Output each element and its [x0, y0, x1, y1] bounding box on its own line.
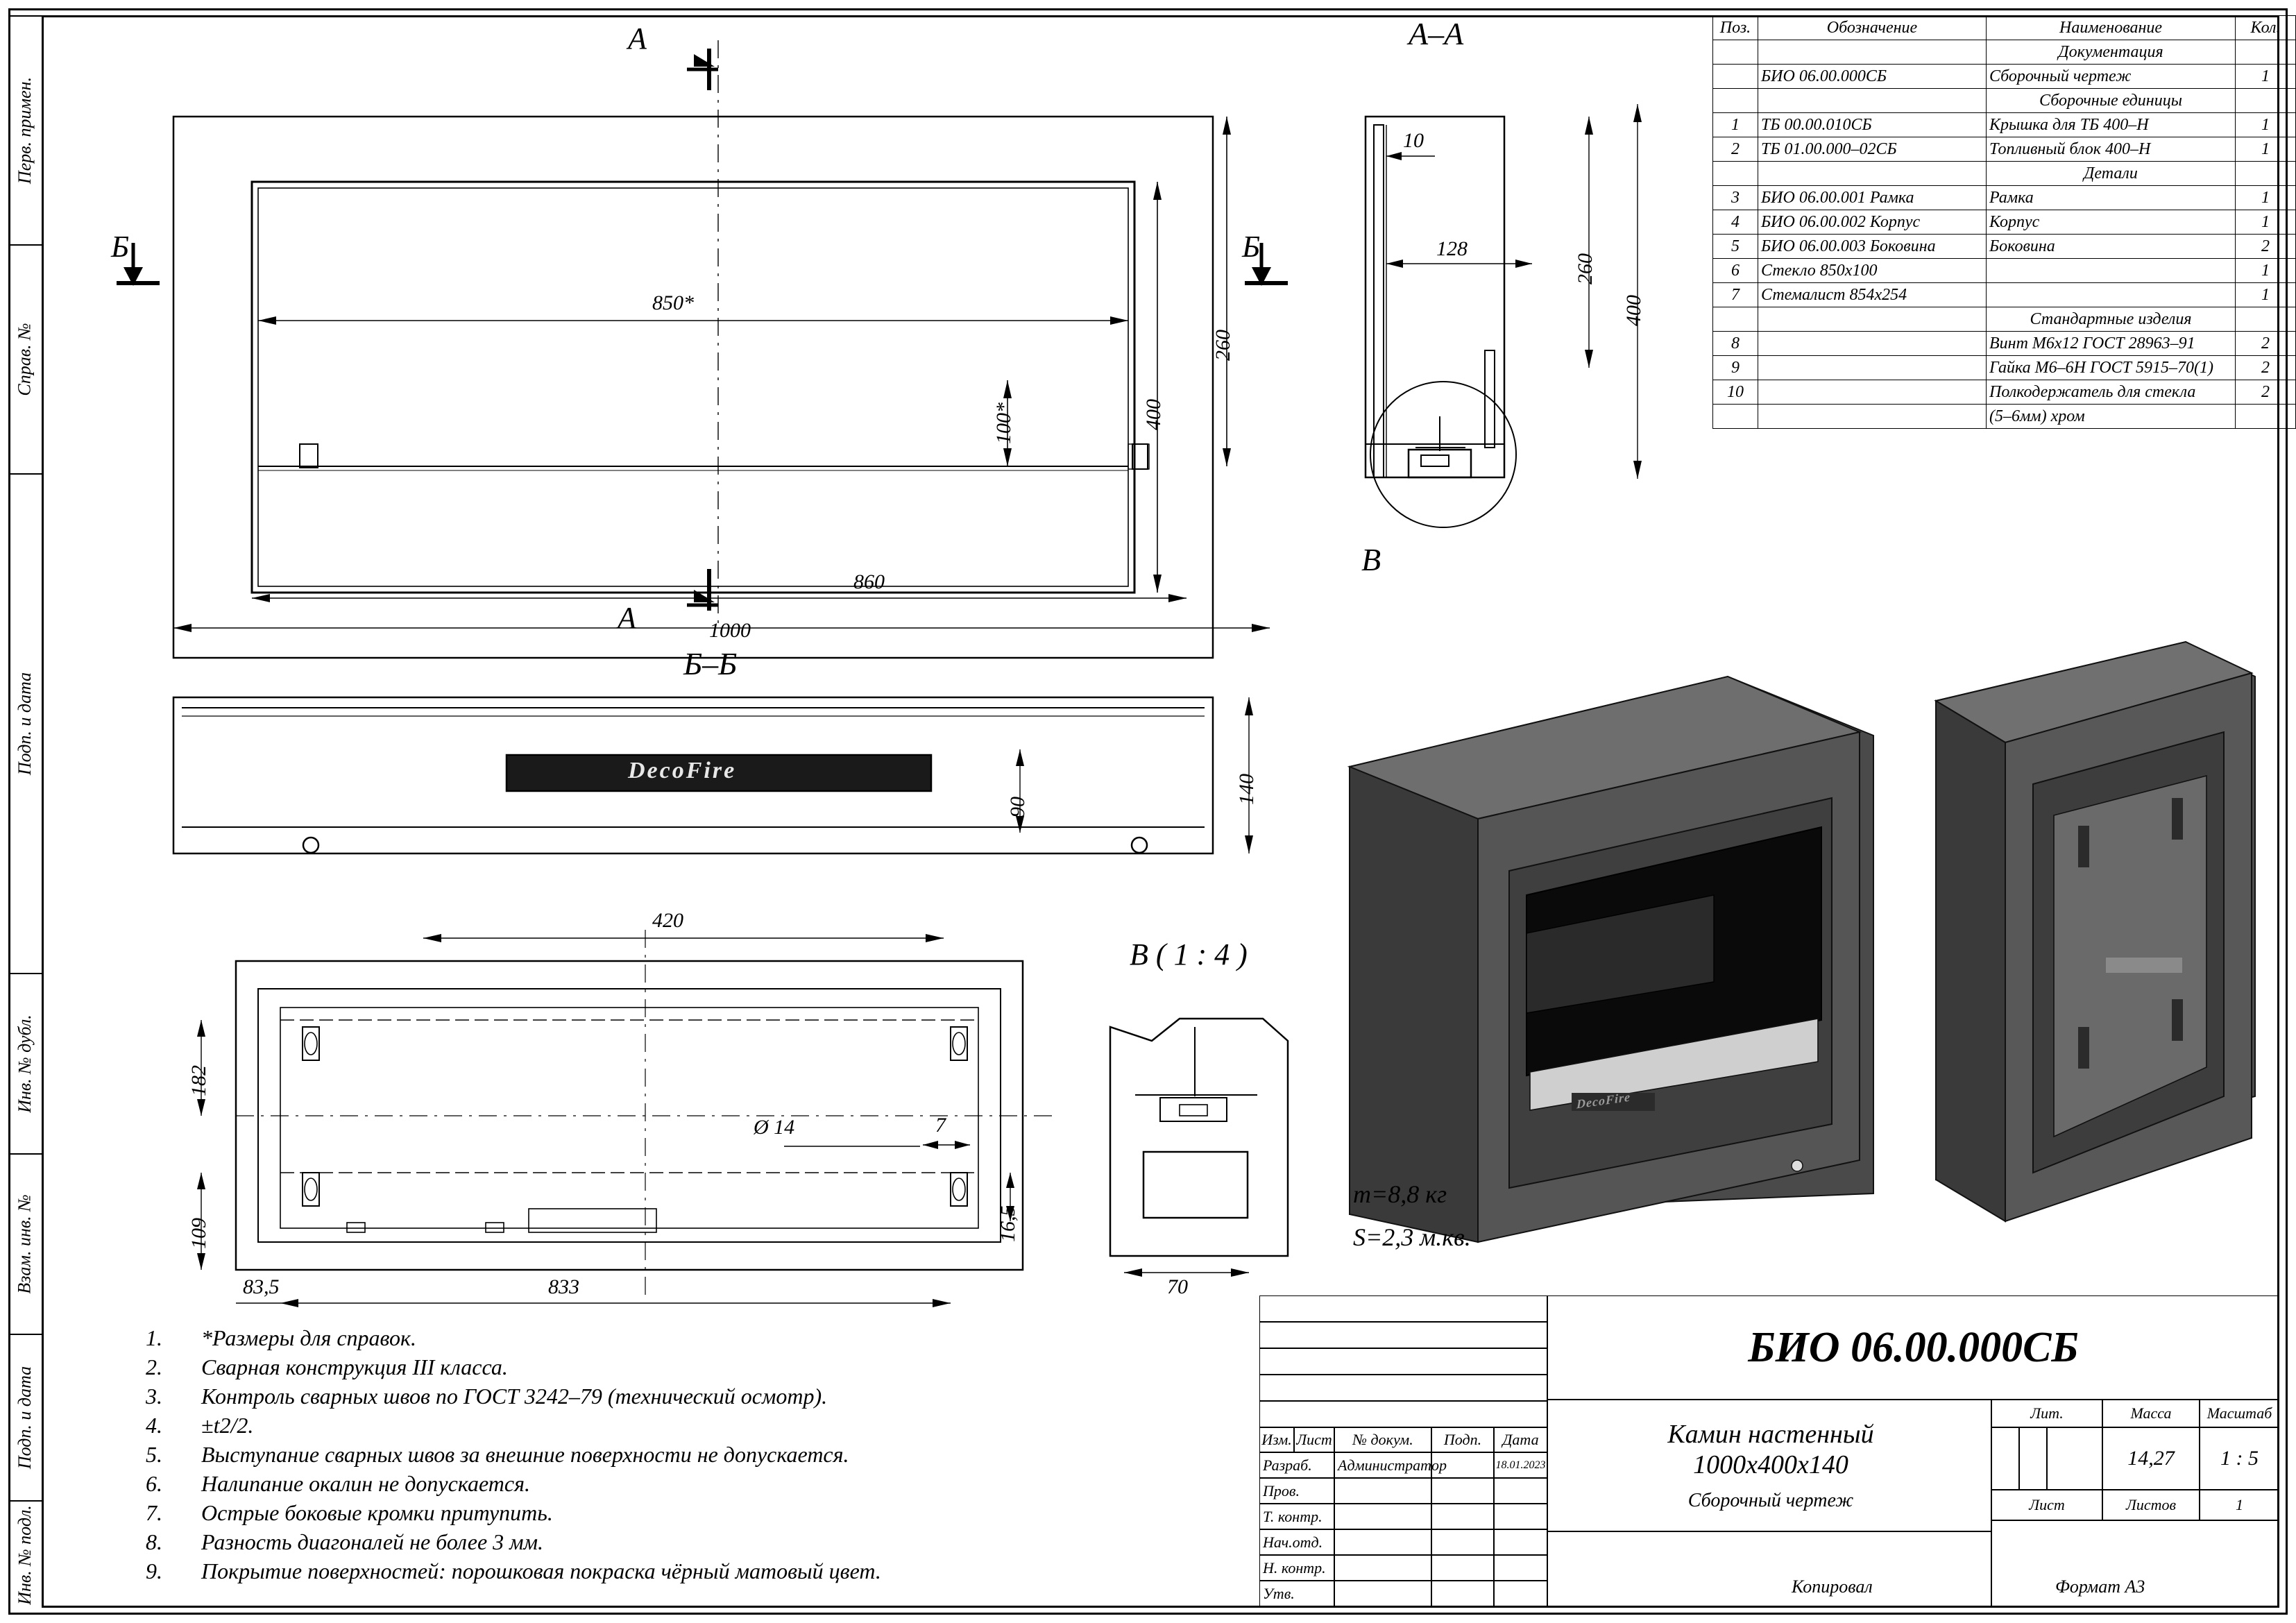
note-text: Покрытие поверхностей: порошковая покраска чёрный матовый цвет.: [201, 1558, 881, 1583]
note-text: Разность диагоналей не более 3 мм.: [201, 1529, 544, 1554]
tb-date: [1494, 1504, 1547, 1529]
section-mark-a-top: А: [628, 22, 647, 56]
tb-sheet-label: Лист: [1991, 1490, 2102, 1520]
spec-header-designation: Обозначение: [1758, 16, 1987, 40]
tb-mass-label: Масса: [2102, 1400, 2200, 1427]
spec-cell-name: Документация: [1987, 40, 2236, 65]
mass-note-s: S=2,3 м.кв.: [1353, 1223, 1471, 1251]
dim-400-front: 400: [1142, 399, 1165, 430]
note-number: 1.: [146, 1325, 162, 1350]
spec-cell-qty: 2: [2236, 380, 2296, 405]
tb-role: Утв.: [1259, 1581, 1334, 1606]
spec-cell-name: Гайка М6–6Н ГОСТ 5915–70(1): [1987, 356, 2236, 380]
tb-name: Администратор: [1334, 1452, 1431, 1478]
dim-83-5: 83,5: [243, 1275, 280, 1298]
spec-cell-name: Детали: [1987, 162, 2236, 186]
tb-col-data: Дата: [1494, 1427, 1547, 1452]
dim-10: 10: [1403, 129, 1424, 152]
spec-cell-name: Корпус: [1987, 210, 2236, 235]
tb-sign: [1431, 1504, 1494, 1529]
tb-sign: [1431, 1529, 1494, 1555]
dim-260-aa: 260: [1574, 253, 1597, 284]
tb-date: 18.01.2023: [1494, 1452, 1547, 1478]
tb-name: [1334, 1555, 1431, 1581]
spec-cell-qty: 2: [2236, 332, 2296, 356]
dim-182: 182: [187, 1065, 210, 1096]
view-label-b-detail: В ( 1 : 4 ): [1130, 937, 1248, 971]
spec-header-qty: Кол.: [2236, 16, 2296, 40]
spec-cell-name: Крышка для ТБ 400–Н: [1987, 113, 2236, 137]
tb-sheets-label: Листов: [2102, 1490, 2200, 1520]
note-number: 6.: [146, 1471, 162, 1496]
side-label: Справ. №: [15, 323, 35, 396]
note-text: *Размеры для справок.: [201, 1325, 416, 1350]
spec-cell-qty: 1: [2236, 283, 2296, 307]
note-text: Острые боковые кромки притупить.: [201, 1500, 553, 1525]
tb-date: [1494, 1581, 1547, 1606]
tb-role: Пров.: [1259, 1478, 1334, 1504]
spec-cell-qty: 1: [2236, 259, 2296, 283]
tb-mass-value: 14,27: [2102, 1427, 2200, 1490]
spec-cell-name: Сборочные единицы: [1987, 89, 2236, 113]
note-text: Контроль сварных швов по ГОСТ 3242–79 (технический осмотр).: [201, 1384, 828, 1409]
tb-date: [1494, 1555, 1547, 1581]
spec-cell-designation: БИО 06.00.000СБ: [1758, 65, 1987, 89]
tb-col-podp: Подп.: [1431, 1427, 1494, 1452]
dim-400-aa: 400: [1622, 295, 1645, 326]
spec-header-pos: Поз.: [1713, 16, 1758, 40]
dim-128: 128: [1436, 237, 1468, 260]
dim-diameter-14: Ø 14: [754, 1116, 795, 1139]
spec-cell-designation: БИО 06.00.001 Рамка: [1758, 186, 1987, 210]
spec-cell-pos: 6: [1713, 259, 1758, 283]
spec-header-name: Наименование: [1987, 16, 2236, 40]
tb-col-docnum: № докум.: [1334, 1427, 1431, 1452]
section-mark-b-left: Б: [111, 230, 129, 264]
dim-16-5: 16,5: [996, 1205, 1019, 1242]
dim-850: 850*: [652, 291, 694, 314]
spec-cell-name: Винт М6х12 ГОСТ 28963–91: [1987, 332, 2236, 356]
dim-70: 70: [1167, 1275, 1188, 1298]
note-number: 4.: [146, 1413, 162, 1438]
view-callout-b: В: [1361, 542, 1381, 577]
spec-cell-designation: БИО 06.00.003 Боковина: [1758, 235, 1987, 259]
tb-role: Нач.отд.: [1259, 1529, 1334, 1555]
tb-name: [1334, 1478, 1431, 1504]
tb-sheets-value: 1: [2200, 1490, 2279, 1520]
dim-7: 7: [935, 1114, 946, 1137]
spec-cell-name: Рамка: [1987, 186, 2236, 210]
note-text: Сварная конструкция III класса.: [201, 1354, 508, 1379]
spec-cell-designation: ТБ 01.00.000–02СБ: [1758, 137, 1987, 162]
tb-sign: [1431, 1555, 1494, 1581]
spec-cell-pos: 3: [1713, 186, 1758, 210]
side-label: Взам. инв. №: [15, 1194, 35, 1294]
tb-role: Н. контр.: [1259, 1555, 1334, 1581]
tb-col-izm: Изм.: [1259, 1427, 1294, 1452]
dim-260-front: 260: [1211, 330, 1234, 361]
note-number: 3.: [146, 1384, 162, 1409]
spec-cell-name: Сборочный чертеж: [1987, 65, 2236, 89]
spec-cell-designation: Стекло 850х100: [1758, 259, 1987, 283]
note-number: 9.: [146, 1558, 162, 1583]
spec-cell-name: Топливный блок 400–Н: [1987, 137, 2236, 162]
note-number: 2.: [146, 1354, 162, 1379]
side-label: Инв. № подл.: [15, 1504, 35, 1605]
spec-cell-pos: 8: [1713, 332, 1758, 356]
dim-109: 109: [187, 1218, 210, 1249]
spec-cell-pos: 5: [1713, 235, 1758, 259]
note-text: Выступание сварных швов за внешние поверхности не допускается.: [201, 1442, 849, 1467]
spec-cell-name: Боковина: [1987, 235, 2236, 259]
mass-note-m: m=8,8 кг: [1353, 1180, 1447, 1208]
dim-420: 420: [652, 909, 683, 932]
tb-scale-value: 1 : 5: [2200, 1427, 2279, 1490]
spec-cell-pos: 10: [1713, 380, 1758, 405]
dim-833: 833: [548, 1275, 579, 1298]
tb-name: [1334, 1504, 1431, 1529]
spec-cell-pos: 4: [1713, 210, 1758, 235]
dim-140: 140: [1235, 774, 1258, 805]
tb-col-list: Лист: [1294, 1427, 1334, 1452]
dim-860: 860: [853, 570, 885, 593]
format-label: Формат А3: [2055, 1577, 2145, 1597]
dim-1000: 1000: [709, 619, 751, 642]
spec-cell-qty: 2: [2236, 356, 2296, 380]
brand-label: DecoFire: [628, 758, 737, 783]
copied-label: Копировал: [1792, 1577, 1873, 1597]
spec-cell-qty: 2: [2236, 235, 2296, 259]
spec-cell-pos: 7: [1713, 283, 1758, 307]
view-label-aa: А–А: [1409, 16, 1464, 51]
spec-cell-qty: 1: [2236, 186, 2296, 210]
note-number: 5.: [146, 1442, 162, 1467]
spec-cell-pos: 1: [1713, 113, 1758, 137]
tb-role: Разраб.: [1259, 1452, 1334, 1478]
tb-doc-type: Сборочный чертеж: [1687, 1490, 1854, 1511]
spec-cell-pos: 2: [1713, 137, 1758, 162]
spec-cell-qty: 1: [2236, 137, 2296, 162]
spec-cell-name: (5–6мм) хром: [1987, 405, 2236, 429]
dim-90: 90: [1006, 797, 1029, 817]
spec-cell-name: Полкодержатель для стекла: [1987, 380, 2236, 405]
side-label: Подп. и дата: [15, 672, 35, 776]
spec-cell-designation: ТБ 00.00.010СБ: [1758, 113, 1987, 137]
tb-sign: [1431, 1452, 1494, 1478]
tb-sign: [1431, 1478, 1494, 1504]
brand-label-3d: DecoFire: [1576, 1089, 1631, 1112]
tb-designation: БИО 06.00.000СБ: [1748, 1323, 2079, 1371]
tb-product: Камин настенный: [1667, 1420, 1874, 1449]
tb-date: [1494, 1529, 1547, 1555]
title-block: [1259, 1295, 2279, 1608]
tb-scale-label: Масштаб: [2200, 1400, 2279, 1427]
section-mark-a-bottom: А: [618, 601, 636, 635]
tb-lit-label: Лит.: [1991, 1400, 2102, 1427]
note-number: 7.: [146, 1500, 162, 1525]
view-label-bb: Б–Б: [683, 646, 738, 681]
spec-cell-name: Стандартные изделия: [1987, 307, 2236, 332]
spec-cell-qty: 1: [2236, 65, 2296, 89]
section-mark-b-right: Б: [1242, 230, 1260, 264]
tb-name: [1334, 1529, 1431, 1555]
dim-100: 100*: [992, 402, 1015, 444]
side-label: Инв. № дубл.: [15, 1014, 35, 1113]
spec-cell-pos: 9: [1713, 356, 1758, 380]
spec-cell-qty: 1: [2236, 210, 2296, 235]
spec-cell-qty: 1: [2236, 113, 2296, 137]
tb-sign: [1431, 1581, 1494, 1606]
tb-name: [1334, 1581, 1431, 1606]
tb-role: Т. контр.: [1259, 1504, 1334, 1529]
note-text: ±t2/2.: [201, 1413, 254, 1438]
spec-cell-designation: БИО 06.00.002 Корпус: [1758, 210, 1987, 235]
tb-size: 1000х400х140: [1693, 1450, 1848, 1479]
spec-cell-designation: Стемалист 854х254: [1758, 283, 1987, 307]
tb-date: [1494, 1478, 1547, 1504]
side-label: Подп. и дата: [15, 1366, 35, 1470]
note-number: 8.: [146, 1529, 162, 1554]
side-label: Перв. примен.: [15, 76, 35, 185]
note-text: Налипание окалин не допускается.: [201, 1471, 530, 1496]
